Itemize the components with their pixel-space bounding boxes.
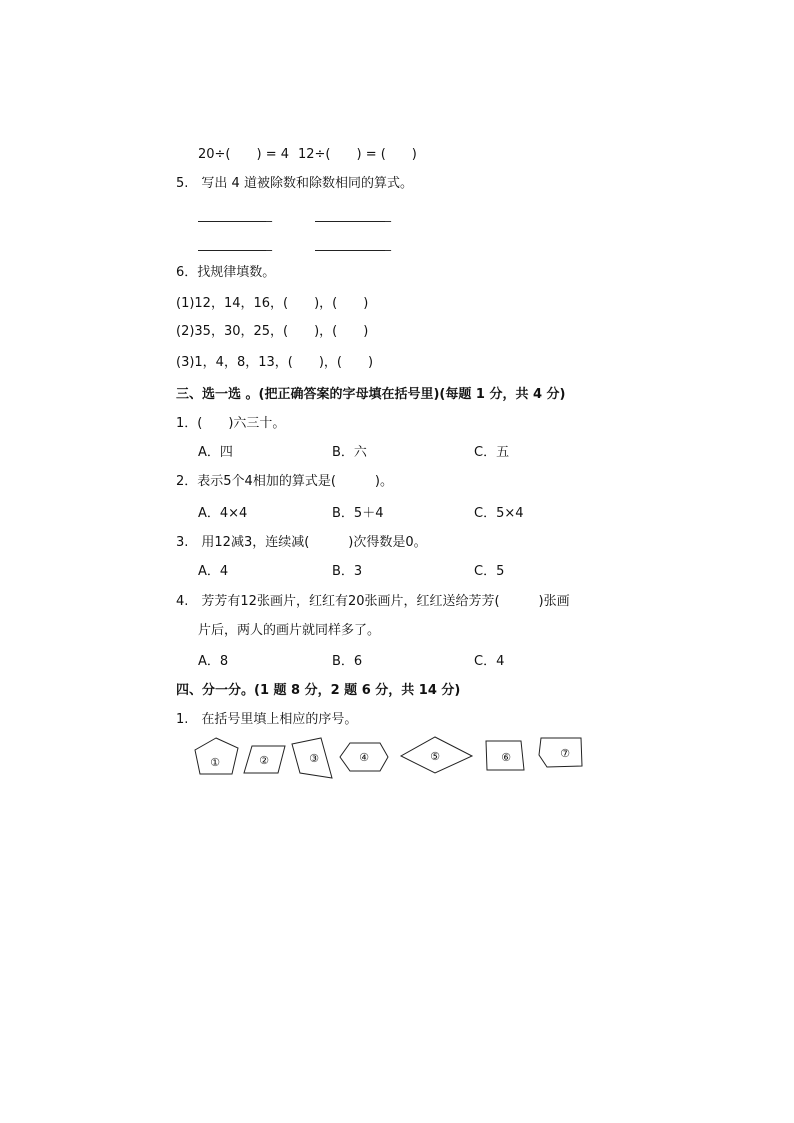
question-6-title: 6．找规律填数。 [176, 265, 276, 280]
answer-blank[interactable] [198, 250, 266, 251]
option-b: B．6 [332, 654, 363, 669]
blank-mark: _ [385, 237, 391, 251]
choice-question-1: 1．( )六三十。 [176, 416, 286, 431]
option-b: B．六 [332, 445, 367, 460]
section-4-title: 四、分一分。(1 题 8 分，2 题 6 分，共 14 分) [176, 683, 461, 698]
shape-label: ③ [309, 752, 319, 765]
equation-12-div: 12÷( ) = ( ) [298, 147, 417, 162]
pattern-item-1: (1)12，14，16，( )，( ) [176, 296, 369, 311]
pattern-item-3: (3)1，4，8，13，( )，( ) [176, 355, 374, 370]
shapes-figure [190, 732, 590, 782]
answer-blank[interactable] [315, 221, 385, 222]
option-a: A．四 [198, 445, 233, 460]
choice-question-3: 3. 用12减3，连续减( )次得数是0。 [176, 535, 427, 550]
pattern-item-2: (2)35，30，25，( )，( ) [176, 324, 369, 339]
option-c: C．5×4 [474, 506, 524, 521]
shape-label: ② [259, 754, 269, 767]
shape-label: ① [210, 756, 220, 769]
option-a: A．4 [198, 564, 229, 579]
option-a: A．4×4 [198, 506, 248, 521]
shape-label: ④ [359, 751, 369, 764]
option-c: C．五 [474, 445, 510, 460]
choice-question-4: 4. 芳芳有12张画片，红红有20张画片，红红送给芳芳( )张画 [176, 594, 570, 609]
section-3-title: 三、选一选 。(把正确答案的字母填在括号里)(每题 1 分，共 4 分) [176, 387, 566, 402]
choice-question-2: 2．表示5个4相加的算式是( )。 [176, 474, 393, 489]
answer-blank[interactable] [315, 250, 385, 251]
choice-question-4-continued: 片后，两人的画片就同样多了。 [198, 623, 381, 638]
shape-label: ⑥ [501, 751, 511, 764]
blank-mark: _ [266, 237, 272, 251]
option-c: C．4 [474, 654, 505, 669]
shape-label: ⑤ [430, 750, 440, 763]
option-a: A．8 [198, 654, 229, 669]
question-5-text: 5. 写出 4 道被除数和除数相同的算式。 [176, 176, 413, 191]
option-b: B．3 [332, 564, 363, 579]
shape-label: ⑦ [560, 747, 570, 760]
answer-blank[interactable] [198, 221, 266, 222]
option-c: C．5 [474, 564, 505, 579]
blank-mark: _ [266, 208, 272, 222]
blank-mark: _ [385, 208, 391, 222]
equation-20-div: 20÷( ) = 4 [198, 147, 290, 162]
option-b: B．5＋4 [332, 506, 384, 521]
section-4-question-1: 1. 在括号里填上相应的序号。 [176, 712, 358, 727]
